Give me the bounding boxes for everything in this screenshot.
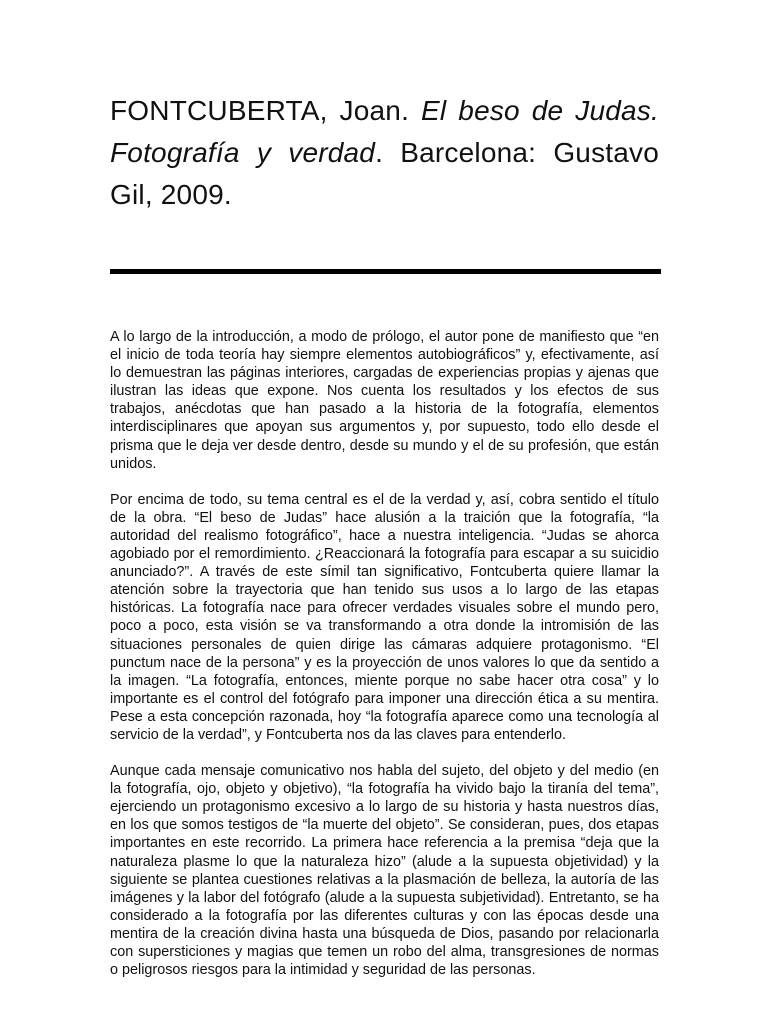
- citation-title: El beso de Judas. Fotografía y verdad: [110, 95, 659, 168]
- citation-author: FONTCUBERTA, Joan.: [110, 95, 410, 126]
- horizontal-divider: [110, 269, 661, 274]
- bibliographic-citation: [110, 90, 659, 216]
- paragraph-1: A lo largo de la introducción, a modo de prólogo, el autor pone de manifiesto que “en el inicio de toda teoría hay siempre elementos autobiográficos” y, efectivamente, así lo demuestran las páginas interiores, cargadas de experiencias propias y ajenas que ilustran las ideas que expone. Nos cuenta los resultados y los efectos de sus trabajos, anécdotas que han pasado a la historia de la fotografía, elementos interdisciplinares que apoyan sus argumentos y, por supuesto, todo ello desde el prisma que le deja ver desde dentro, desde su mundo y el de su profesión, que están unidos.: [110, 329, 659, 472]
- paragraph-2: Por encima de todo, su tema central es el de la verdad y, así, cobra sentido el título de la obra. “El beso de Judas” hace alusión a la traición que la fotografía, “la autoridad del realismo fotográfico”, hace a nuestra inteligencia. “Judas se ahorca agobiado por el remordimiento. ¿Reaccionará la fotografía para escapar a su suicidio anunciado?”. A través de este símil tan significativo, Fontcuberta quiere llamar la atención sobre la trayectoria que han tenido sus usos a lo largo de las etapas históricas. La fotografía nace para ofrecer verdades visuales sobre el mundo pero, poco a poco, esta visión se va transformando a otra donde la intromisión de las situaciones personales de quien dirige las cámaras adquiere protagonismo. “El punctum nace de la persona” y es la proyección de unos valores lo que da sentido a la imagen. “La fotografía, entonces, miente porque no sabe hacer otra cosa” y lo importante es el control del fotógrafo para imponer una dirección ética a su mentira. Pese a esta concepción razonada, hoy “la fotografía aparece como una tecnología al servicio de la verdad”, y Fontcuberta nos da las claves para entenderlo.: [110, 491, 659, 743]
- paragraph-3: Aunque cada mensaje comunicativo nos habla del sujeto, del objeto y del medio (en la fotografía, ojo, objeto y objetivo), “la fotografía ha vivido bajo la tiranía del tema”, ejerciendo un protagonismo excesivo a lo largo de su historia y hasta nuestros días, en los que somos testigos de “la muerte del objeto”. Se consideran, pues, dos etapas importantes en este recorrido. La primera hace referencia a la premisa “deja que la naturaleza plasme lo que la naturaleza hizo” (alude a la supuesta objetividad) y la siguiente se plantea cuestiones relativas a la plasmación de belleza, la autoría de las imágenes y la labor del fotógrafo (alude a la supuesta subjetividad). Entretanto, se ha considerado a la fotografía por las diferentes culturas y con las épocas desde una mentira de la creación divina hasta una búsqueda de Dios, pasando por relacionarla con supersticiones y magias que temen un robo del alma, transgresiones de normas o peligrosos riesgos para la intimidad y seguridad de las personas.: [110, 763, 659, 979]
- citation-publication: . Barcelona: Gustavo Gil, 2009.: [110, 137, 659, 210]
- review-body: [110, 328, 659, 979]
- document-page: [110, 90, 659, 997]
